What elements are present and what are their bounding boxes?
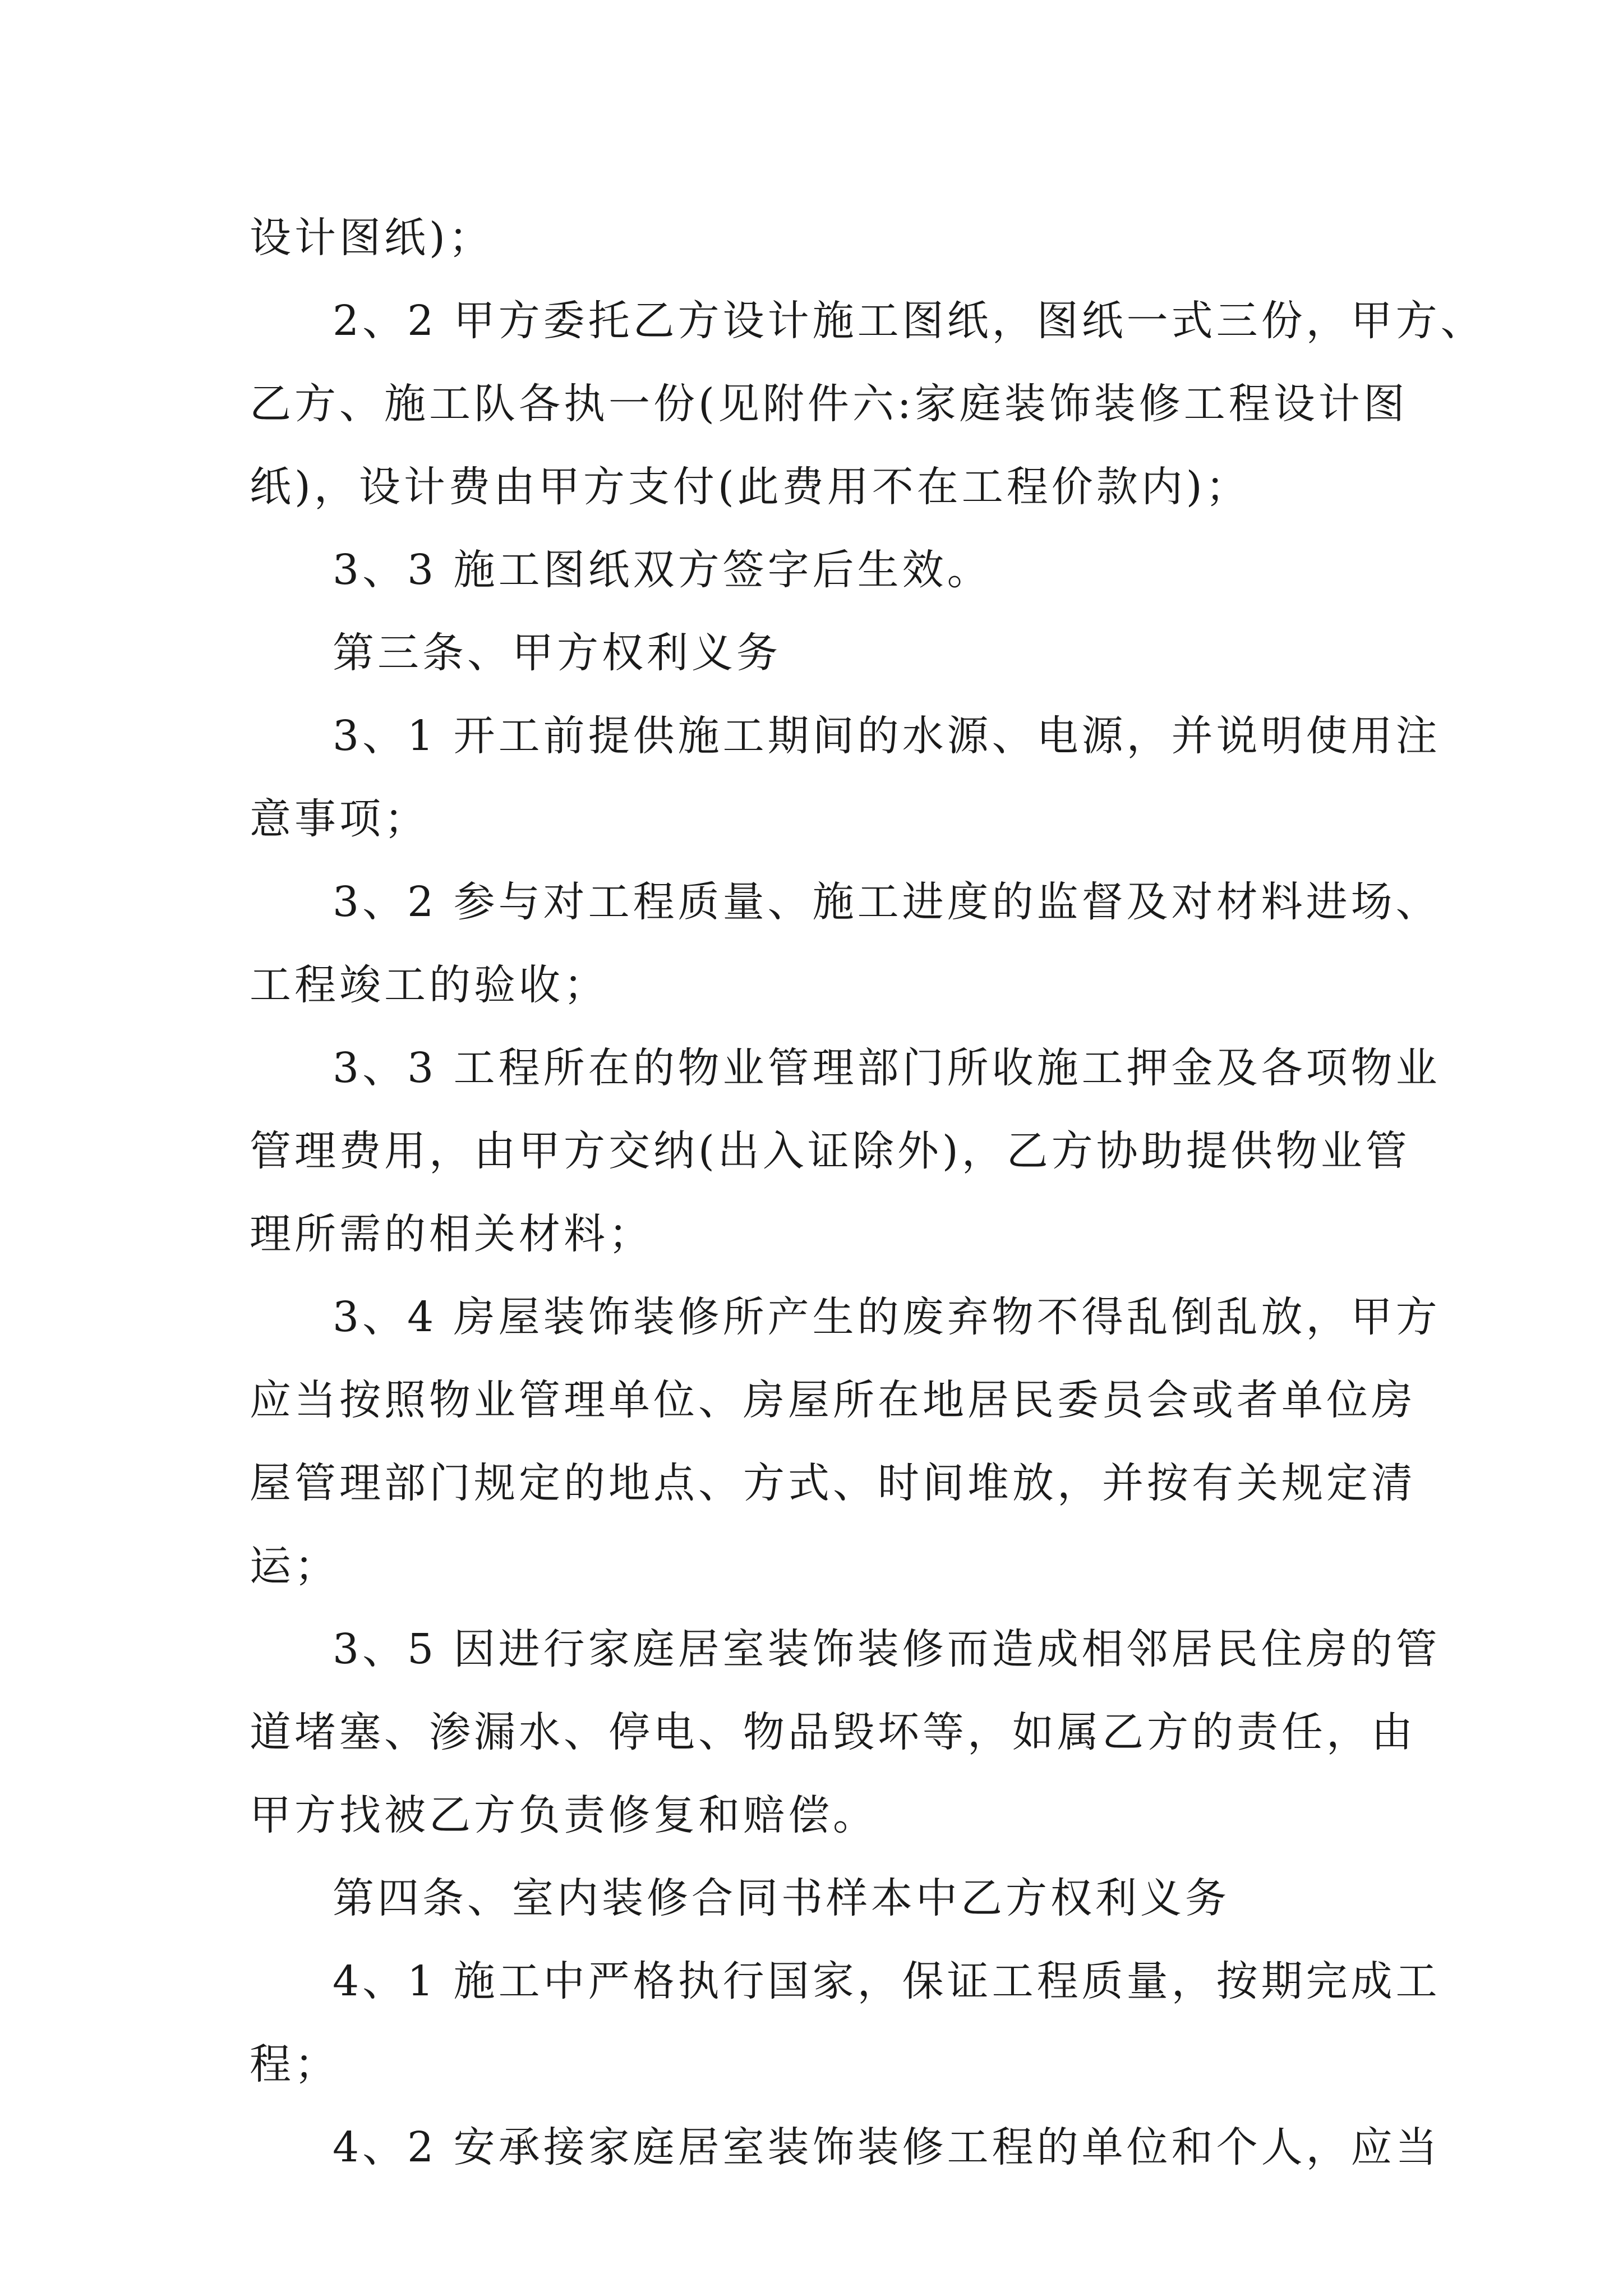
- text-line: 道堵塞、渗漏水、停电、物品毁坏等，如属乙方的责任，由: [250, 1708, 1416, 1756]
- text-line: 工程竣工的验收；: [250, 961, 608, 1009]
- text-line: 屋管理部门规定的地点、方式、时间堆放，并按有关规定清: [250, 1459, 1416, 1507]
- text-line: 乙方、施工队各执一份(见附件六:家庭装饰装修工程设计图: [250, 380, 1408, 428]
- text-line: 3、2 参与对工程质量、施工进度的监督及对材料进场、: [333, 878, 1441, 926]
- section-heading: 第四条、室内装修合同书样本中乙方权利义务: [333, 1874, 1230, 1922]
- text-line: 3、4 房屋装饰装修所产生的废弃物不得乱倒乱放，甲方: [333, 1293, 1441, 1341]
- text-line: 运；: [250, 1542, 339, 1590]
- text-line: 3、3 施工图纸双方签字后生效。: [333, 546, 992, 594]
- text-line: 3、1 开工前提供施工期间的水源、电源，并说明使用注: [333, 712, 1441, 760]
- text-line: 程；: [250, 2040, 339, 2088]
- text-line: 3、5 因进行家庭居室装饰装修而造成相邻居民住房的管: [333, 1625, 1441, 1673]
- text-line: 3、3 工程所在的物业管理部门所收施工押金及各项物业: [333, 1044, 1441, 1092]
- text-line: 4、2 安承接家庭居室装饰装修工程的单位和个人，应当: [333, 2123, 1441, 2171]
- text-line: 纸)，设计费由甲方支付(此费用不在工程价款内)；: [250, 463, 1251, 511]
- text-line: 设计图纸)；: [250, 214, 494, 262]
- section-heading: 第三条、甲方权利义务: [333, 629, 781, 677]
- text-line: 意事项；: [250, 795, 429, 843]
- text-line: 管理费用，由甲方交纳(出入证除外)，乙方协助提供物业管: [250, 1127, 1410, 1175]
- text-line: 应当按照物业管理单位、房屋所在地居民委员会或者单位房: [250, 1376, 1416, 1424]
- text-line: 甲方找被乙方负责修复和赔偿。: [250, 1791, 878, 1839]
- text-line: 4、1 施工中严格执行国家，保证工程质量，按期完成工: [333, 1957, 1441, 2005]
- text-line: 2、2 甲方委托乙方设计施工图纸，图纸一式三份，甲方、: [333, 297, 1486, 345]
- document-body: [250, 196, 1486, 2189]
- text-line: 理所需的相关材料；: [250, 1210, 653, 1258]
